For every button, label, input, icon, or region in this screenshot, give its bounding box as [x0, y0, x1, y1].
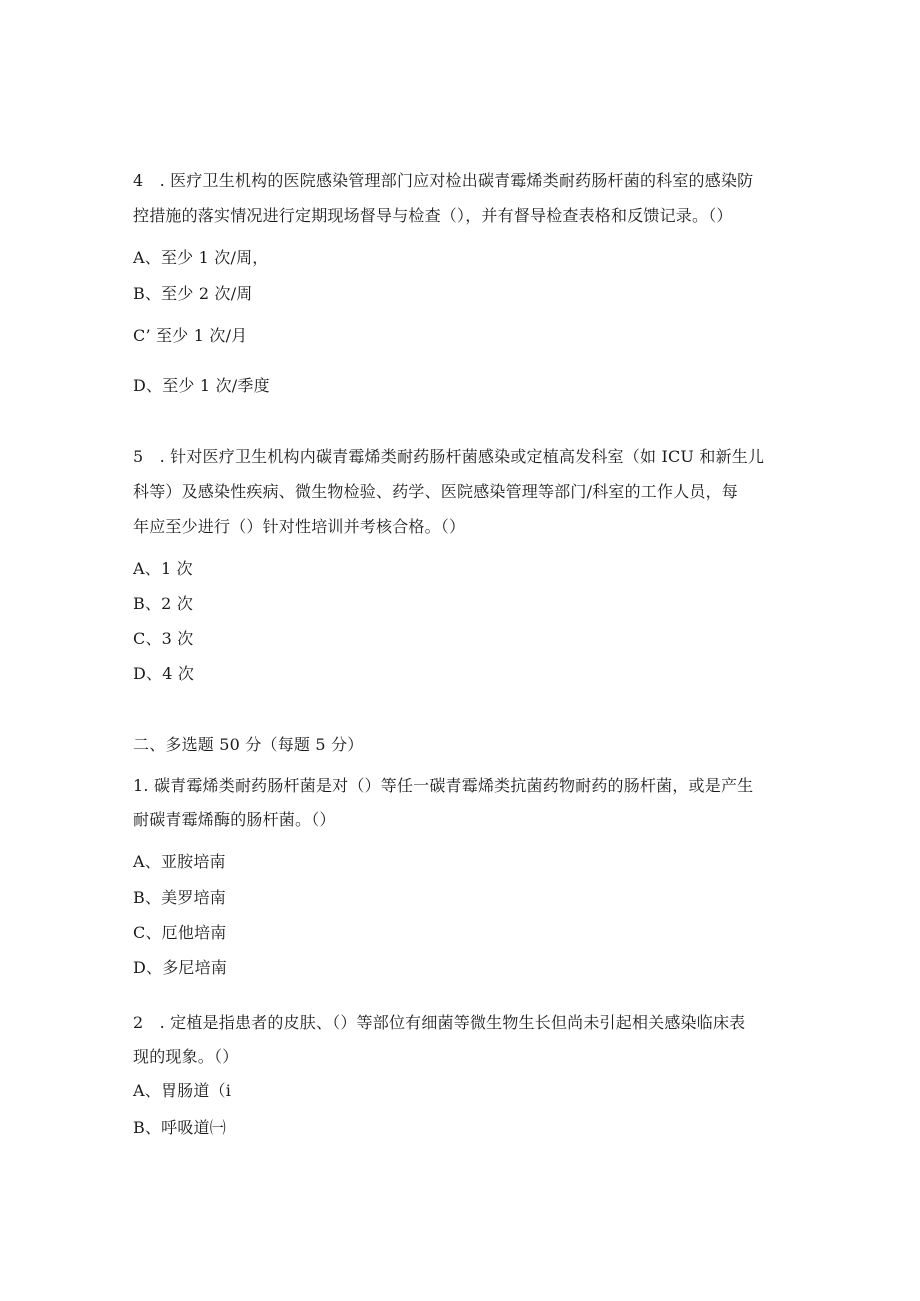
m1-option-a: A、亚胺培南: [133, 852, 226, 871]
q4-option-b: B、至少 2 次/周: [133, 284, 253, 303]
q5-option-a: A、1 次: [133, 559, 193, 578]
q5-option-c: C、3 次: [133, 629, 194, 648]
q4-stem-line-1: 4 . 医疗卫生机构的医院感染管理部门应对检出碳青霉烯类耐药肠杆菌的科室的感染防: [133, 171, 754, 190]
q5-option-b: B、2 次: [133, 594, 194, 613]
m2-option-a: A、胃肠道（i: [133, 1081, 232, 1100]
q4-option-d: D、至少 1 次/季度: [133, 376, 270, 395]
q5-option-d: D、4 次: [133, 664, 195, 683]
m1-stem-line-1: 1. 碳青霉烯类耐药肠杆菌是对（）等任一碳青霉烯类抗菌药物耐药的肠杆菌，或是产生: [133, 776, 754, 795]
q4-option-c: C’ 至少 1 次/月: [133, 326, 248, 345]
q4-stem-line-2: 控措施的落实情况进行定期现场督导与检查（），并有督导检查表格和反馈记录。（）: [133, 206, 733, 225]
m2-stem-line-2: 现的现象。（）: [133, 1047, 239, 1066]
m1-option-b: B、美罗培南: [133, 888, 226, 907]
m1-option-c: C、厄他培南: [133, 923, 227, 942]
m1-option-d: D、多尼培南: [133, 958, 228, 977]
q5-stem-line-1: 5 . 针对医疗卫生机构内碳青霉烯类耐药肠杆菌感染或定植高发科室（如 ICU 和新生儿: [133, 447, 765, 466]
m2-option-b: B、呼吸道㈠: [133, 1118, 226, 1137]
m2-stem-line-1: 2 . 定植是指患者的皮肤、（）等部位有细菌等微生物生长但尚未引起相关感染临床表: [133, 1013, 746, 1032]
section-heading-multiple-choice: 二、多选题 50 分（每题 5 分）: [133, 735, 364, 754]
m1-stem-line-2: 耐碳青霉烯酶的肠杆菌。（）: [133, 810, 336, 829]
q5-stem-line-2: 科等）及感染性疾病、微生物检验、药学、医院感染管理等部门/科室的工作人员，每: [133, 482, 738, 501]
q4-option-a: A、至少 1 次/周，: [133, 248, 269, 267]
q5-stem-line-3: 年应至少进行（）针对性培训并考核合格。（）: [133, 517, 466, 536]
